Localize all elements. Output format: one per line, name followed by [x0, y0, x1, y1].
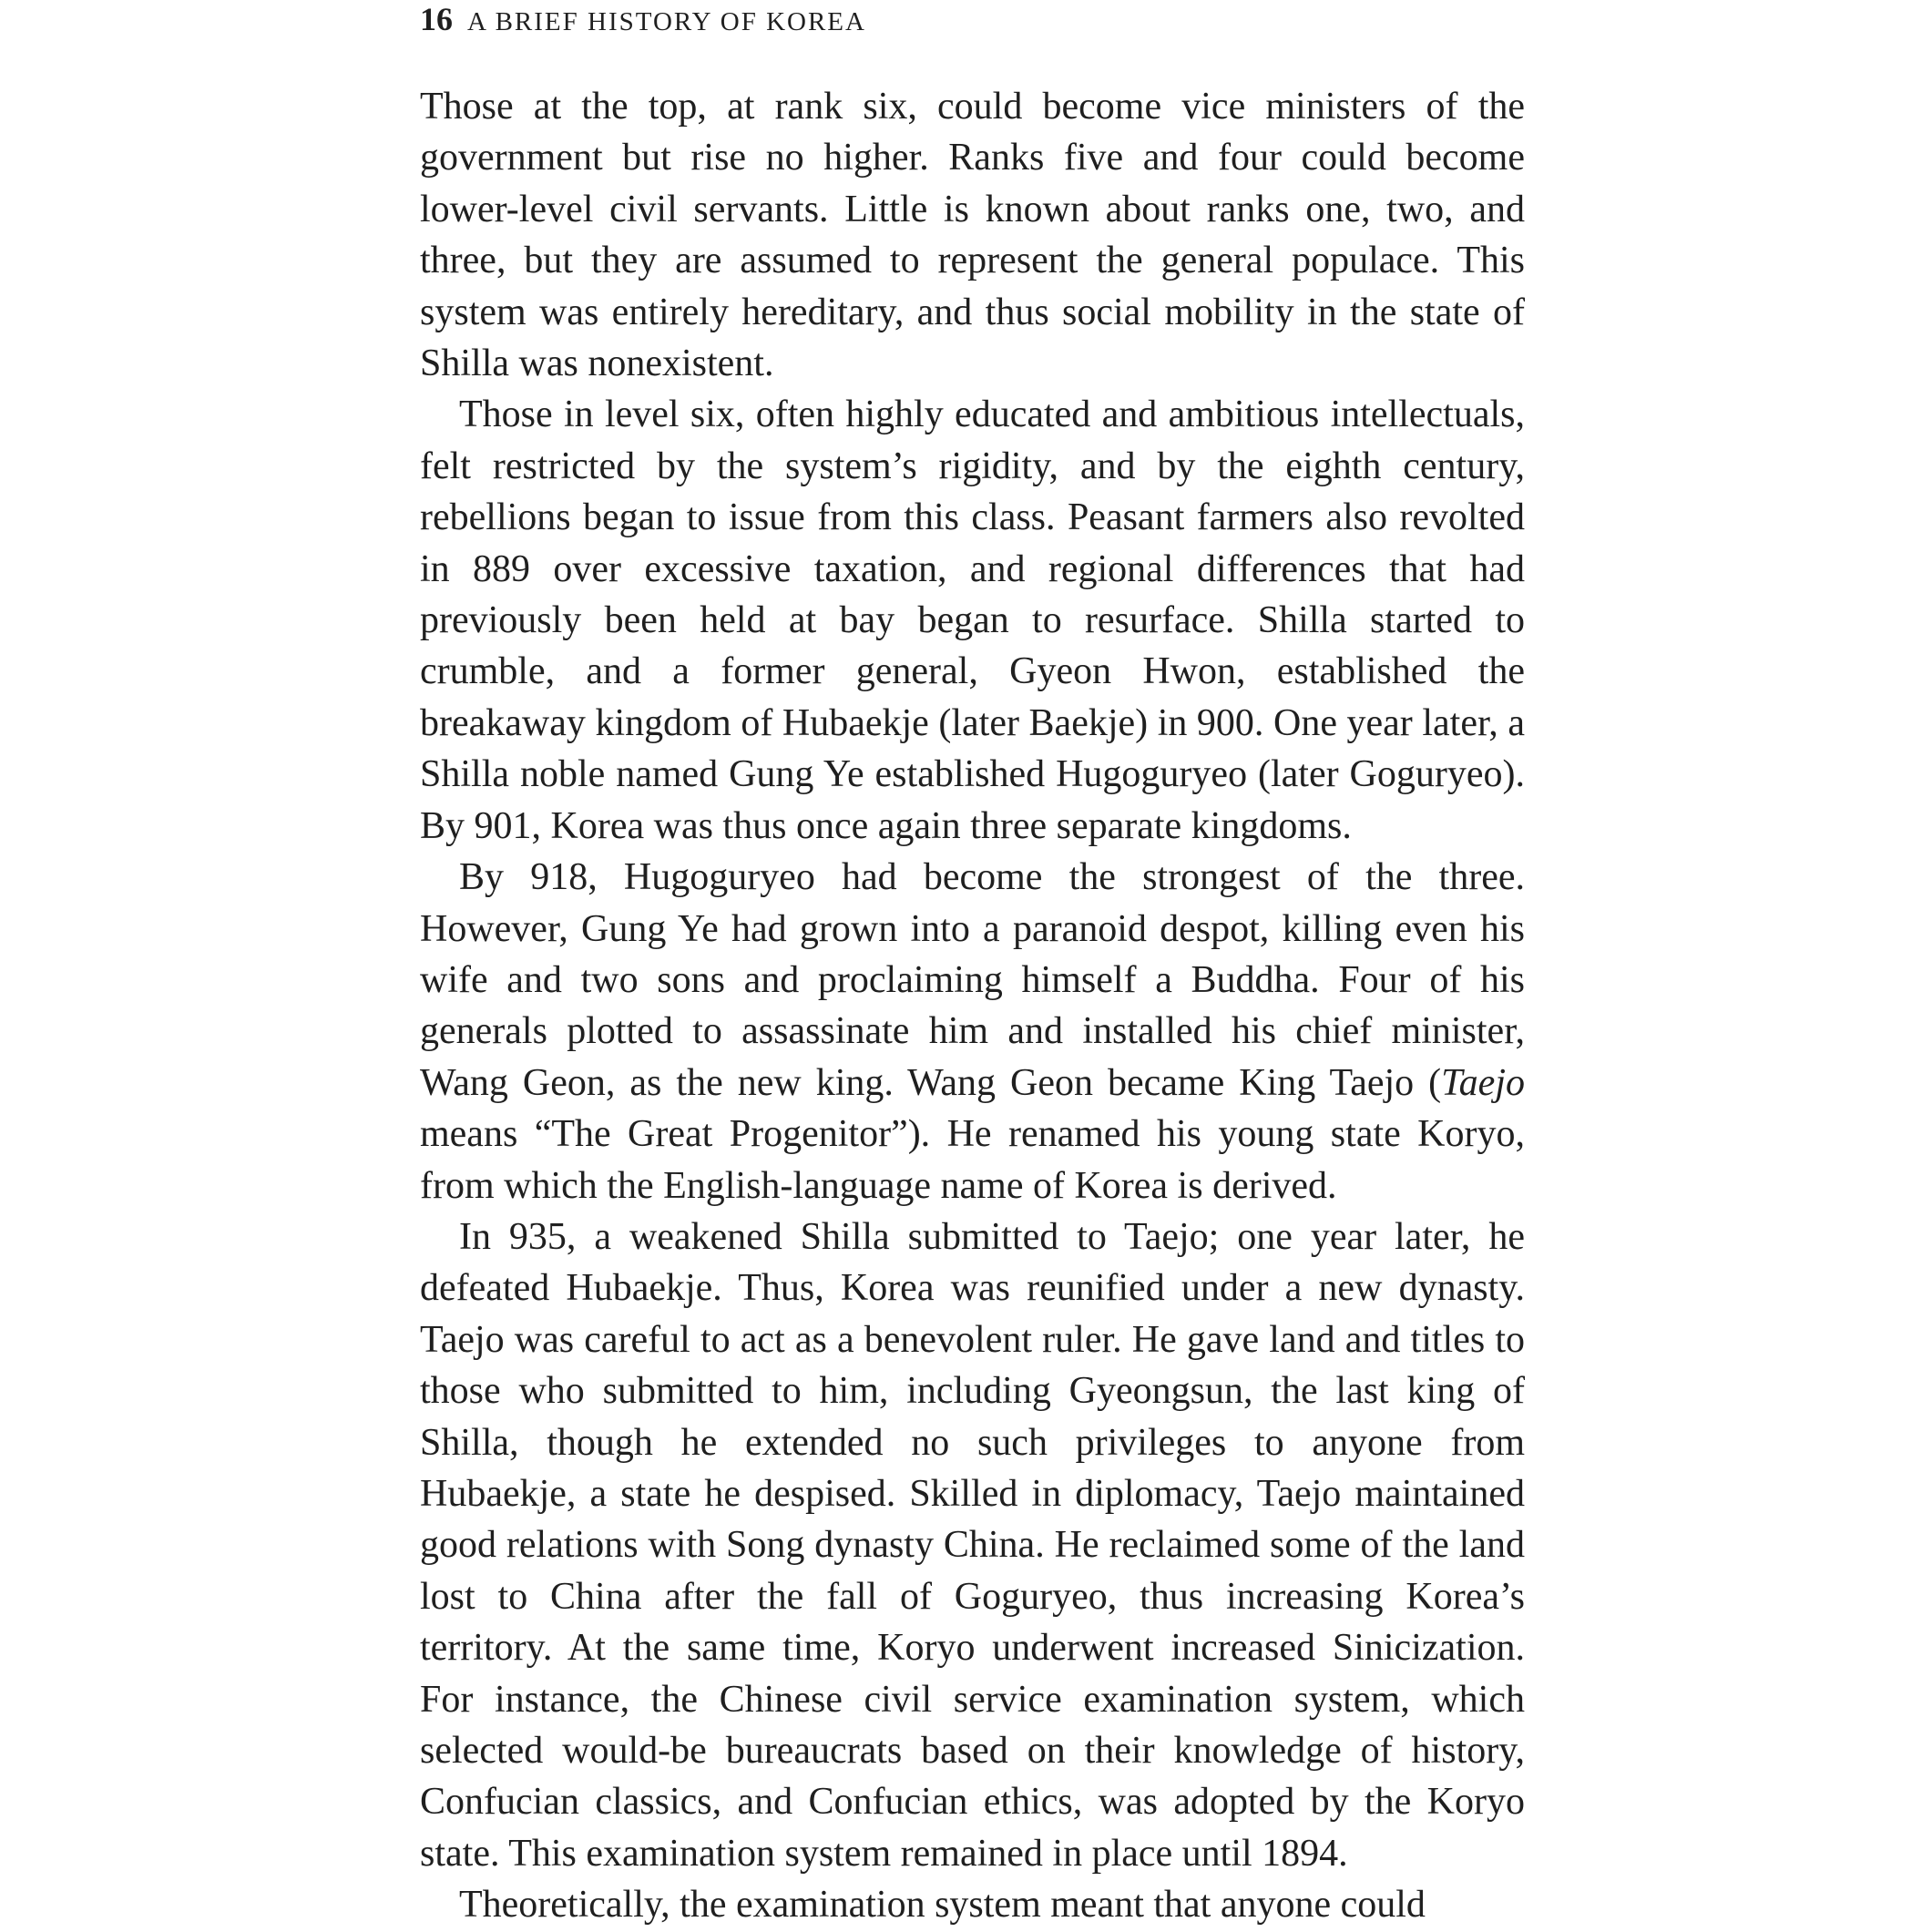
italic-term-taejo: Taejo: [1441, 1061, 1525, 1104]
paragraph-rebellions: Those in level six, often highly educated and ambitious intellectuals, felt restricted by the system’s rigidity, and by the eighth century, rebellions began to issue from this class. Peasant farmers also revolted in 889 over excessive taxation, and regional differences that had previously been held at bay began to resurface. Shilla started to crumble, and a former general, Gyeon Hwon, established the breakaway kingdom of Hubaekje (later Baekje) in 900. One year later, a Shilla noble named Gung Ye established Hugoguryeo (later Goguryeo). By 901, Korea was thus once again three separate kingdoms.: [420, 394, 1525, 847]
paragraph-examination-system: Theoretically, the examination system meant that anyone could: [459, 1884, 1426, 1927]
body-text: [420, 81, 1525, 1931]
book-title: A BRIEF HISTORY OF KOREA: [467, 7, 866, 36]
paragraph-hugoguryeo-text-start: By 918, Hugoguryeo had become the strongest of the three. However, Gung Ye had grown into a paranoid despot, killing even his wife and two sons and proclaiming himself a Buddha. Four of his generals plotted to assassinate him and installed his chief minister, Wang Geon, as the new king. Wang Geon became King Taejo (: [420, 856, 1525, 1104]
running-header: [420, 0, 866, 40]
paragraph-reunification: In 935, a weakened Shilla submitted to Taejo; one year later, he defeated Hubaekje. Thus, Korea was reunified under a new dynasty. Taejo was careful to act as a benevolent ruler. He gave land and titles to those who submitted to him, including Gyeongsun, the last king of Shilla, though he extended no such privileges to anyone from Hubaekje, a state he despised. Skilled in diplomacy, Taejo maintained good relations with Song dynasty China. He reclaimed some of the land lost to China after the fall of Goguryeo, thus increasing Korea’s territory. At the same time, Koryo underwent increased Sinicization. For instance, the Chinese civil service examination system, which selected would-be bureaucrats based on their knowledge of history, Confucian classics, and Confucian ethics, was adopted by the Koryo state. This examination system remained in place until 1894.: [420, 1215, 1525, 1875]
page-number: 16: [420, 1, 453, 37]
paragraph-rank-system: Those at the top, at rank six, could become vice ministers of the government but rise no higher. Ranks five and four could become lower-level civil servants. Little is known about ranks one, two, and three, but they are assumed to represent the general populace. This system was entirely hereditary, and thus social mobility in the state of Shilla was nonexistent.: [420, 86, 1525, 385]
paragraph-hugoguryeo-text-end: means “The Great Progenitor”). He renamed his young state Koryo, from which the English-language name of Korea is derived.: [420, 1113, 1525, 1207]
paragraph-hugoguryeo: [420, 852, 1525, 1211]
